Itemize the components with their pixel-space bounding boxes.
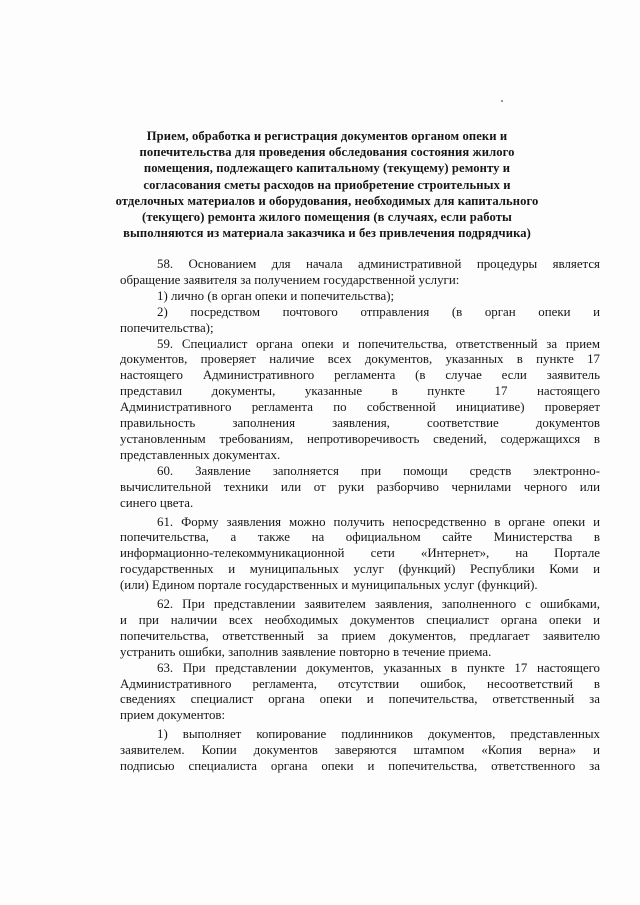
paragraph-61	[120, 515, 600, 595]
text-line: попечительства, ответственный за прием документов, предлагает заявителю	[120, 628, 600, 643]
title-line: попечительства для проведения обследования состояния жилого	[139, 145, 515, 160]
text-line: правильность заполнения заявления, соответствие документов	[120, 416, 600, 431]
document-body	[120, 257, 600, 775]
text-line: 1) лично (в орган опеки и попечительства);	[157, 288, 395, 303]
text-line: 63. При представлении документов, указанных в пункте 17 настоящего	[157, 660, 600, 675]
text-line: попечительства);	[120, 320, 214, 335]
text-line: информационно-телекоммуникационной сети «Интернет», на Портале	[120, 546, 600, 561]
paragraph-63	[120, 661, 600, 725]
text-line: попечительства, а также на официальном сайте Министерства в	[120, 530, 600, 545]
paragraph-58-item-1	[120, 289, 600, 305]
title-line: Прием, обработка и регистрация документов органом опеки и	[146, 129, 508, 143]
text-line: установленным требованиям, непротиворечивость сведений, содержащихся в	[120, 431, 600, 446]
text-line: Административного регламента, отсутствии ошибок, несоответствий в	[120, 676, 600, 691]
text-line: 59. Специалист органа опеки и попечительства, ответственный за прием	[157, 336, 600, 351]
text-line: 61. Форму заявления можно получить непосредственно в органе опеки и	[157, 514, 600, 529]
section-title	[112, 128, 542, 241]
text-line: подписью специалиста органа опеки и попечительства, ответственного за	[120, 759, 600, 774]
text-line: 58. Основанием для начала административной процедуры является	[157, 257, 600, 271]
text-line: 1) выполняет копирование подлинников документов, представленных	[157, 727, 600, 742]
scan-speck	[501, 100, 503, 102]
text-line: Административного регламента по собственной инициативе) проверяет	[120, 400, 600, 415]
paragraph-58-item-2	[120, 305, 600, 337]
text-line: (или) Едином портале государственных и муниципальных услуг (функций).	[120, 578, 538, 593]
text-line: прием документов:	[120, 708, 226, 723]
title-line: отделочных материалов и оборудования, необходимых для капитального	[115, 193, 539, 208]
paragraph-63-item-1	[120, 727, 600, 775]
text-line: заявителем. Копии документов заверяются штампом «Копия верна» и	[120, 743, 600, 758]
paragraph-59	[120, 337, 600, 464]
paragraph-60	[120, 464, 600, 512]
title-line: (текущего) ремонта жилого помещения (в случаях, если работы	[142, 210, 512, 225]
title-line: согласования сметы расходов на приобретение строительных и	[143, 177, 511, 192]
text-line: сведениях специалист органа опеки и попечительства, ответственный за	[120, 692, 600, 707]
text-line: обращение заявителя за получением государственной услуги:	[120, 272, 460, 287]
title-line: помещения, подлежащего капитальному (текущему) ремонту и	[143, 161, 511, 176]
text-line: государственных и муниципальных услуг (функций) Республики Коми и	[120, 562, 600, 577]
text-line: 62. При представлении заявителем заявления, заполненного с ошибками,	[157, 597, 600, 612]
title-line: выполняются из материала заказчика и без привлечения подрядчика)	[123, 226, 531, 241]
text-line: документов, проверяет наличие всех документов, указанных в пункте 17	[120, 352, 600, 367]
text-line: представил документы, указанные в пункте 17 настоящего	[120, 384, 600, 399]
paragraph-58	[120, 257, 600, 289]
paragraph-62	[120, 597, 600, 661]
text-line: и при наличии всех необходимых документов специалист органа опеки и	[120, 612, 600, 627]
text-line: 2) посредством почтового отправления (в орган опеки и	[157, 304, 600, 319]
text-line: 60. Заявление заполняется при помощи средств электронно-	[157, 463, 600, 478]
text-line: представленных документах.	[120, 447, 281, 462]
text-line: настоящего Административного регламента (в случае если заявитель	[120, 368, 600, 383]
text-line: устранить ошибки, заполнив заявление повторно в течение приема.	[120, 644, 492, 659]
text-line: вычислительной техники или от руки разборчиво чернилами черного или	[120, 479, 600, 494]
text-line: синего цвета.	[120, 495, 194, 510]
